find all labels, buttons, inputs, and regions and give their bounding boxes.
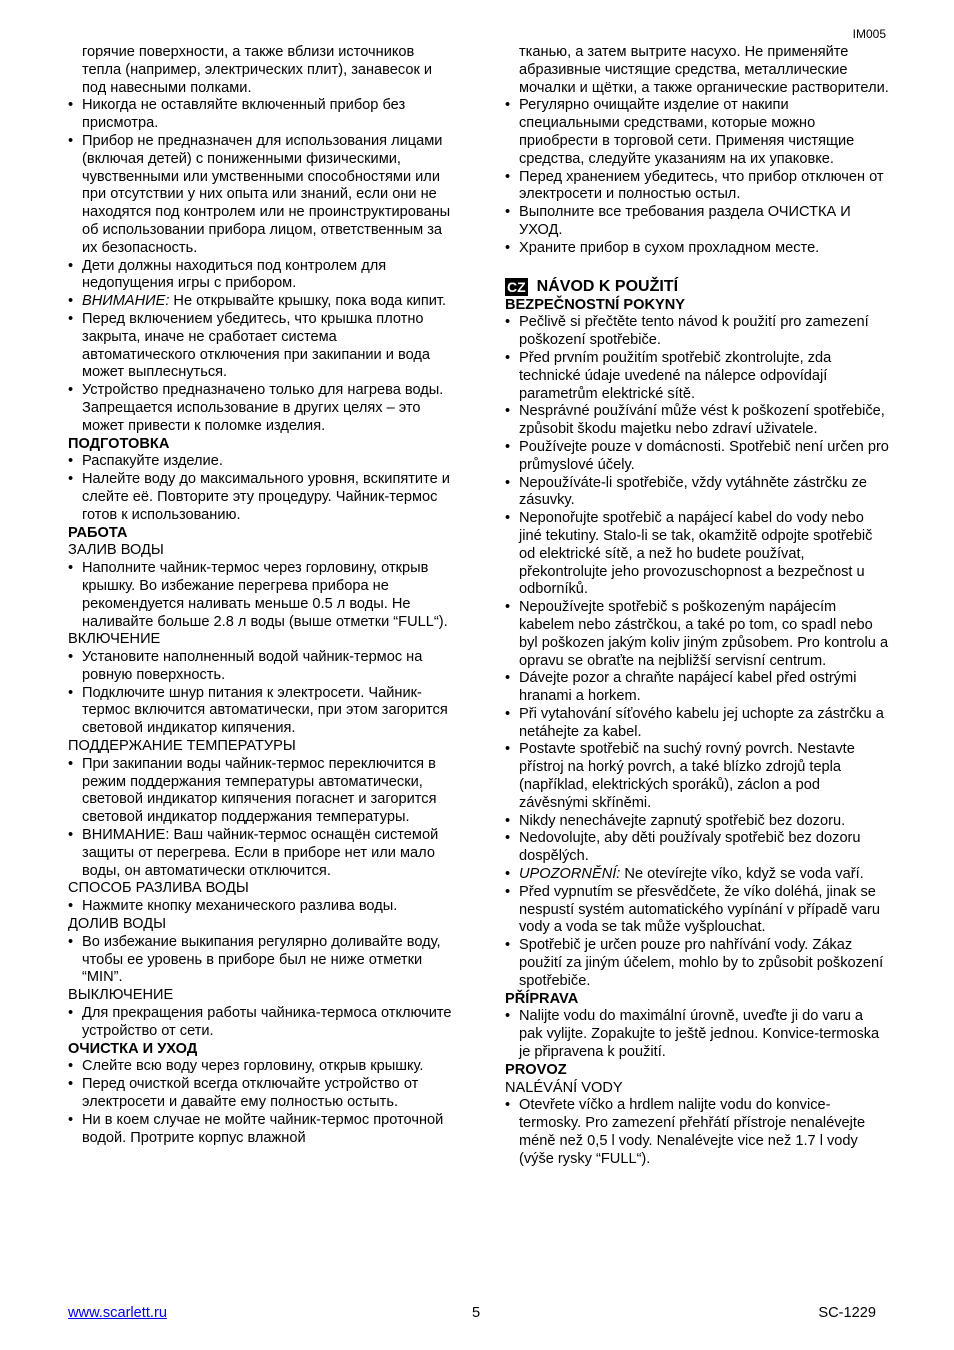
bullet-item xyxy=(505,314,889,350)
section-subheading: ОЧИСТКА И УХОД xyxy=(68,1040,198,1057)
bullet-text: Перед включением убедитесь, что крышка плотно закрыта, иначе не сработает система автоматического отключения при закипании и вода может выплеснуться. xyxy=(82,310,430,381)
bullet-item xyxy=(505,1008,889,1061)
bullet-item xyxy=(68,133,452,258)
bullet-item xyxy=(68,311,452,382)
bullet-text: Устройство предназначено только для нагрева воды. Запрещается использование в других целях – это может привести к поломке изделия. xyxy=(82,382,444,434)
bullet-item xyxy=(68,453,452,471)
right-column xyxy=(505,44,889,1169)
bullet-text: Нажмите кнопку механического разлива воды. xyxy=(82,898,398,915)
right-content-list-bottom xyxy=(505,297,889,1169)
section-heading-cz xyxy=(505,277,889,297)
bullet-text: Налейте воду до максимального уровня, вскипятите и слейте её. Повторите эту процедуру. Чайник-термос готов к использованию. xyxy=(82,471,450,523)
bullet-item xyxy=(505,937,889,990)
continued-text: горячие поверхности, а также вблизи источников тепла (например, электрических плит), занавесок и под навесными полками. xyxy=(82,44,433,96)
subsection-label: ДОЛИВ ВОДЫ xyxy=(68,916,167,933)
subsection-label: ПОДДЕРЖАНИЕ ТЕМПЕРАТУРЫ xyxy=(68,738,296,755)
right-content-list-top xyxy=(505,44,889,258)
bullet-text: Nesprávné používání může vést k poškození spotřebiče, způsobit škodu majetku nebo zdraví uživatele. xyxy=(519,403,885,438)
bullet-text: Перед хранением убедитесь, что прибор отключен от электросети и полностью остыл. xyxy=(519,168,884,203)
bullet-item xyxy=(505,240,889,258)
bullet-item xyxy=(68,293,452,311)
language-badge: CZ xyxy=(507,278,526,295)
bullet-item xyxy=(505,510,889,599)
bullet-item xyxy=(505,670,889,706)
website-link[interactable]: www.scarlett.ru xyxy=(68,1305,167,1321)
bullet-item xyxy=(505,866,889,884)
bullet-item xyxy=(68,1112,452,1148)
bullet-item xyxy=(505,439,889,475)
bullet-text: Подключите шнур питания к электросети. Чайник-термос включится автоматически, при этом загорится световой индикатор кипячения. xyxy=(82,684,448,737)
bullet-text: Před vypnutím se přesvědčete, že víko doléhá, jinak se nespustí systém automatického vypínání v případě varu vody a voda se tak může vyšplouchat. xyxy=(519,883,880,936)
bullet-text: При закипании воды чайник-термос переключится в режим поддержания температуры автоматически, световой индикатор кипячения погаснет и загорится световой индикатор поддержания температуры. xyxy=(82,755,437,826)
warning-label: ВНИМАНИЕ: xyxy=(82,293,170,310)
bullet-item xyxy=(68,827,452,880)
bullet-item xyxy=(505,403,889,439)
bullet-item xyxy=(505,1097,889,1168)
bullet-item xyxy=(68,685,452,738)
bullet-text: Otevřete víčko a hrdlem nalijte vodu do konvice-termosky. Pro zamezení přehřátí přístroje nenalévejte méně než 0,5 l vody. Nenalévejte vice než 1.7 l vody (výše rysky “FULL“). xyxy=(519,1097,866,1167)
subsection-label: ВКЛЮЧЕНИЕ xyxy=(68,631,161,648)
bullet-text: Před prvním použitím spotřebič zkontrolujte, zda technické údaje uvedené na nálepce odpovídají parametrům elektrické sítě. xyxy=(519,349,832,402)
section-subheading: PŘÍPRAVA xyxy=(505,990,579,1007)
bullet-item xyxy=(68,382,452,435)
bullet-text: Nalijte vodu do maximální úrovně, uveďte ji do varu a pak vylijte. Zopakujte to ještě jednou. Konvice-termoska je připravena k použití. xyxy=(519,1008,880,1061)
bullet-text: ВНИМАНИЕ: Ваш чайник-термос оснащён системой защиты от перегрева. Если в приборе нет или мало воды, он автоматически отключится. xyxy=(82,827,439,879)
bullet-item xyxy=(68,560,452,631)
bullet-text: Дети должны находиться под контролем для недопущения игры с прибором. xyxy=(82,257,387,292)
bullet-item xyxy=(68,756,452,827)
bullet-text: Наполните чайник-термос через горловину, открыв крышку. Во избежание перегрева прибора не рекомендуется наливать меньше 0.5 л воды. Не наливайте больше 2.8 л воды (выше отметки “FULL“). xyxy=(82,560,448,630)
bullet-text: Во избежание выкипания регулярно доливайте воду, чтобы ее уровень в приборе был не ниже отметки “MIN”. xyxy=(82,933,441,986)
page-number: 5 xyxy=(472,1305,481,1321)
bullet-text: Nedovolujte, aby děti používaly spotřebič bez dozoru dospělých. xyxy=(519,830,861,865)
bullet-text: Dávejte pozor a chraňte napájecí kabel před ostrými hranami a horkem. xyxy=(519,670,857,705)
bullet-text: Храните прибор в сухом прохладном месте. xyxy=(519,239,820,256)
bullet-item xyxy=(68,649,452,685)
section-subheading: ПОДГОТОВКА xyxy=(68,435,170,452)
bullet-item xyxy=(505,706,889,742)
warning-label: UPOZORNĚNÍ: xyxy=(519,866,621,883)
bullet-text: Для прекращения работы чайника-термоса отключите устройство от сети. xyxy=(82,1005,452,1039)
bullet-text: Nikdy nenechávejte zapnutý spotřebič bez dozoru. xyxy=(519,812,846,829)
section-subheading: BEZPEČNOSTNÍ POKYNY xyxy=(505,296,686,313)
bullet-item xyxy=(68,97,452,133)
bullet-text: Ne otevírejte víko, když se voda vaří. xyxy=(620,866,864,883)
bullet-text: Установите наполненный водой чайник-термос на ровную поверхность. xyxy=(82,649,423,683)
model-number: SC-1229 xyxy=(818,1305,876,1321)
bullet-text: Перед очисткой всегда отключайте устройство от электросети и давайте ему полностью остыть. xyxy=(82,1076,419,1111)
bullet-text: Pečlivě si přečtěte tento návod k použití pro zamezení poškození spotřebiče. xyxy=(519,314,869,349)
bullet-text: Выполните все требования раздела ОЧИСТКА И УХОД. xyxy=(519,204,851,238)
bullet-text: Spotřebič je určen pouze pro nahřívání vody. Zákaz použití za jiným účelem, mohlo by to způsobit poškození spotřebiče. xyxy=(519,937,884,989)
continued-text: тканью, а затем вытрите насухо. Не применяйте абразивные чистящие средства, металлические мочалки и щётки, а также органические растворители. xyxy=(519,44,889,96)
bullet-item xyxy=(68,934,452,987)
bullet-item xyxy=(68,471,452,524)
section-subheading: PROVOZ xyxy=(505,1061,567,1078)
section-title: NÁVOD K POUŽITÍ xyxy=(536,277,679,295)
left-content-list xyxy=(68,44,452,1147)
subsection-label: NALÉVÁNÍ VODY xyxy=(505,1079,623,1096)
bullet-item xyxy=(505,741,889,812)
bullet-text: Postavte spotřebič na suchý rovný povrch. Nestavte přístroj na horký povrch, a také blízko zdrojů tepla (například, elektrických sporáků), záclon a pod závěsnými skříněmi. xyxy=(519,741,855,811)
left-column xyxy=(68,44,452,1147)
bullet-text: Používejte pouze v domácnosti. Spotřebič není určen pro průmyslové účely. xyxy=(519,438,889,473)
bullet-item xyxy=(505,830,889,866)
bullet-item xyxy=(505,475,889,511)
section-subheading: РАБОТА xyxy=(68,524,128,541)
document-code: IM005 xyxy=(852,27,886,41)
bullet-text: Прибор не предназначен для использования лицами (включая детей) с пониженными физическими, чувственными или умственными способностями или при отсутствии у них опыта или знаний, если они не находятся под контролем или не проинструктированы об использовании прибора лицом, ответственным за их безопасность. xyxy=(82,132,451,256)
bullet-item xyxy=(505,599,889,670)
bullet-text: Слейте всю воду через горловину, открыв крышку. xyxy=(82,1058,424,1075)
bullet-item xyxy=(68,1005,452,1041)
bullet-item xyxy=(68,258,452,294)
bullet-text: Регулярно очищайте изделие от накипи специальными средствами, которые можно приобрести в торговой сети. Применяя чистящие средства, следуйте указаниям на их упаковке. xyxy=(519,97,855,167)
bullet-text: Nepoužívejte spotřebič s poškozeným napájecím kabelem nebo zástrčkou, a také po tom, co spadl nebo byl poškozen jakým koliv jiným způsobem. Pro kontrolu a opravu se obraťte na nejbližší servisní centrum. xyxy=(519,599,889,669)
subsection-label: ВЫКЛЮЧЕНИЕ xyxy=(68,987,174,1004)
bullet-item xyxy=(505,884,889,937)
subsection-label: СПОСОБ РАЗЛИВА ВОДЫ xyxy=(68,880,249,897)
bullet-item xyxy=(68,1058,452,1076)
bullet-text: Никогда не оставляйте включенный прибор без присмотра. xyxy=(82,97,406,132)
bullet-item xyxy=(68,1076,452,1112)
bullet-item xyxy=(505,169,889,205)
bullet-item xyxy=(505,204,889,240)
bullet-text: Neponořujte spotřebič a napájecí kabel do vody nebo jiné tekutiny. Stalo-li se tak, okamžitě odpojte spotřebič od elektrické sítě, a než ho budete používat, překontrolujte jeho provozuschopnost a bezpečnost u odborníků. xyxy=(519,510,873,598)
bullet-item xyxy=(505,97,889,168)
bullet-text: Ни в коем случае не мойте чайник-термос проточной водой. Протрите корпус влажной xyxy=(82,1111,444,1146)
bullet-text: Při vytahování síťového kabelu jej uchopte za zástrčku a netáhejte za kabel. xyxy=(519,705,884,740)
bullet-text: Распакуйте изделие. xyxy=(82,453,223,470)
bullet-item xyxy=(505,350,889,403)
bullet-item xyxy=(505,813,889,831)
bullet-item xyxy=(68,898,452,916)
bullet-text: Не открывайте крышку, пока вода кипит. xyxy=(169,293,447,310)
bullet-text: Nepoužíváte-li spotřebiče, vždy vytáhněte zástrčku ze zásuvky. xyxy=(519,474,867,509)
subsection-label: ЗАЛИВ ВОДЫ xyxy=(68,542,164,559)
